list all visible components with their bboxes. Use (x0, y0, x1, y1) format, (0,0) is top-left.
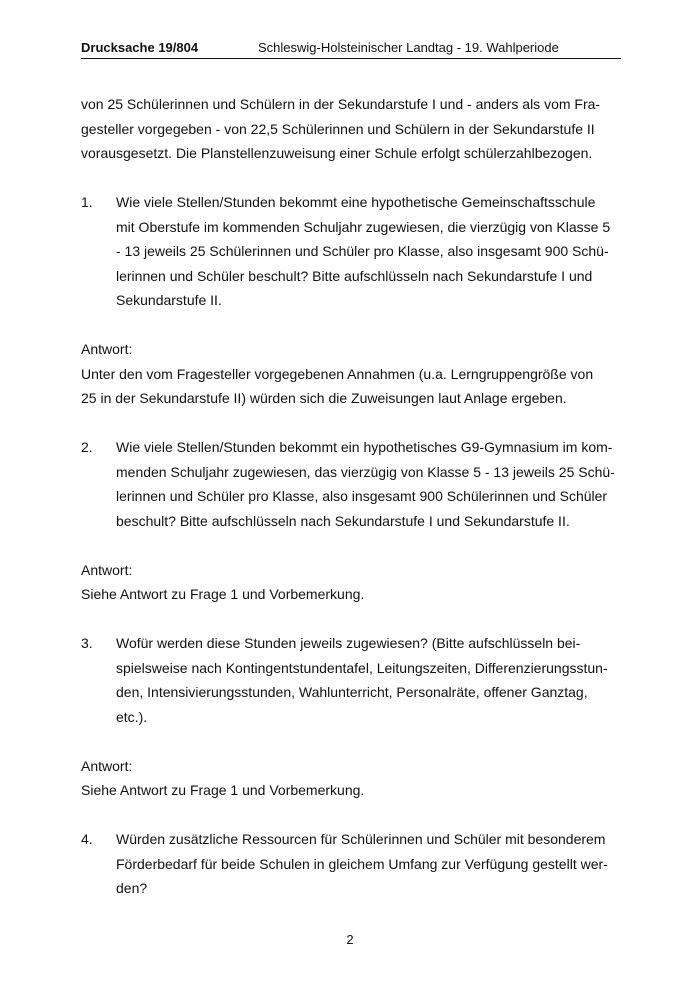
question-line: mit Oberstufe im kommenden Schuljahr zugewiesen, die vierzügig von Klasse 5 (116, 218, 611, 235)
question-line: Wie viele Stellen/Stunden bekommt eine hypothetische Gemeinschaftsschule (116, 194, 596, 210)
parliament-title: Schleswig-Holsteinischer Landtag - 19. Wahlperiode (258, 40, 559, 55)
question-line: - 13 jeweils 25 Schülerinnen und Schüler pro Klasse, also insgesamt 900 Schü- (116, 243, 609, 259)
question-line: beschult? Bitte aufschlüsseln nach Sekundarstufe I und Sekundarstufe II. (116, 512, 570, 529)
answer-line: 25 in der Sekundarstufe II) würden sich die Zuweisungen laut Anlage ergeben. (81, 390, 567, 406)
question-4 (81, 827, 621, 901)
question-1 (81, 190, 621, 313)
question-line: Wie viele Stellen/Stunden bekommt ein hypothetisches G9-Gymnasium im kom- (116, 439, 613, 455)
answer-line: Siehe Antwort zu Frage 1 und Vorbemerkung. (81, 782, 365, 798)
question-line: etc.). (116, 708, 148, 725)
answer-line: Siehe Antwort zu Frage 1 und Vorbemerkung. (81, 586, 365, 602)
question-line: menden Schuljahr zugewiesen, das vierzügig von Klasse 5 - 13 jeweils 25 Schü- (116, 463, 615, 480)
answer-line: Unter den vom Fragesteller vorgegebenen Annahmen (u.a. Lerngruppengröße von (81, 365, 594, 382)
page-number: 2 (346, 932, 354, 947)
document-number: Drucksache 19/804 (81, 40, 199, 55)
text-line: vorausgesetzt. Die Planstellenzuweisung einer Schule erfolgt schülerzahlbezogen. (81, 145, 593, 161)
answer-3 (81, 754, 621, 803)
answer-label: Antwort: (81, 561, 133, 578)
question-line: den, Intensivierungsstunden, Wahlunterricht, Personalräte, offener Ganztag, (116, 684, 588, 700)
question-number: 2. (81, 439, 93, 455)
question-number: 1. (81, 194, 93, 210)
document-body (81, 92, 621, 925)
answer-2 (81, 558, 621, 607)
text-line: von 25 Schülerinnen und Schülern in der Sekundarstufe I und - anders als vom Fra- (81, 96, 601, 112)
page-header (81, 38, 621, 59)
question-line: den? (116, 880, 148, 896)
question-number: 4. (81, 831, 93, 847)
answer-label: Antwort: (81, 757, 133, 774)
answer-1 (81, 337, 621, 411)
question-line: lerinnen und Schüler beschult? Bitte aufschlüsseln nach Sekundarstufe I und (116, 267, 593, 284)
text-line: gesteller vorgegeben - von 22,5 Schülerinnen und Schülern in der Sekundarstufe II (81, 120, 595, 137)
question-line: lerinnen und Schüler pro Klasse, also insgesamt 900 Schülerinnen und Schüler (116, 488, 608, 504)
intro-paragraph (81, 92, 621, 166)
question-3 (81, 631, 621, 729)
question-2 (81, 435, 621, 533)
question-line: spielsweise nach Kontingentstundentafel, Leitungszeiten, Differenzierungsstun- (116, 659, 608, 676)
question-line: Wofür werden diese Stunden jeweils zugewiesen? (Bitte aufschlüsseln bei- (116, 635, 581, 651)
question-line: Würden zusätzliche Ressourcen für Schülerinnen und Schüler mit besonderem (116, 831, 606, 847)
answer-label: Antwort: (81, 341, 133, 357)
question-number: 3. (81, 635, 93, 651)
question-line: Sekundarstufe II. (116, 292, 222, 308)
question-line: Förderbedarf für beide Schulen in gleichem Umfang zur Verfügung gestellt wer- (116, 855, 608, 872)
